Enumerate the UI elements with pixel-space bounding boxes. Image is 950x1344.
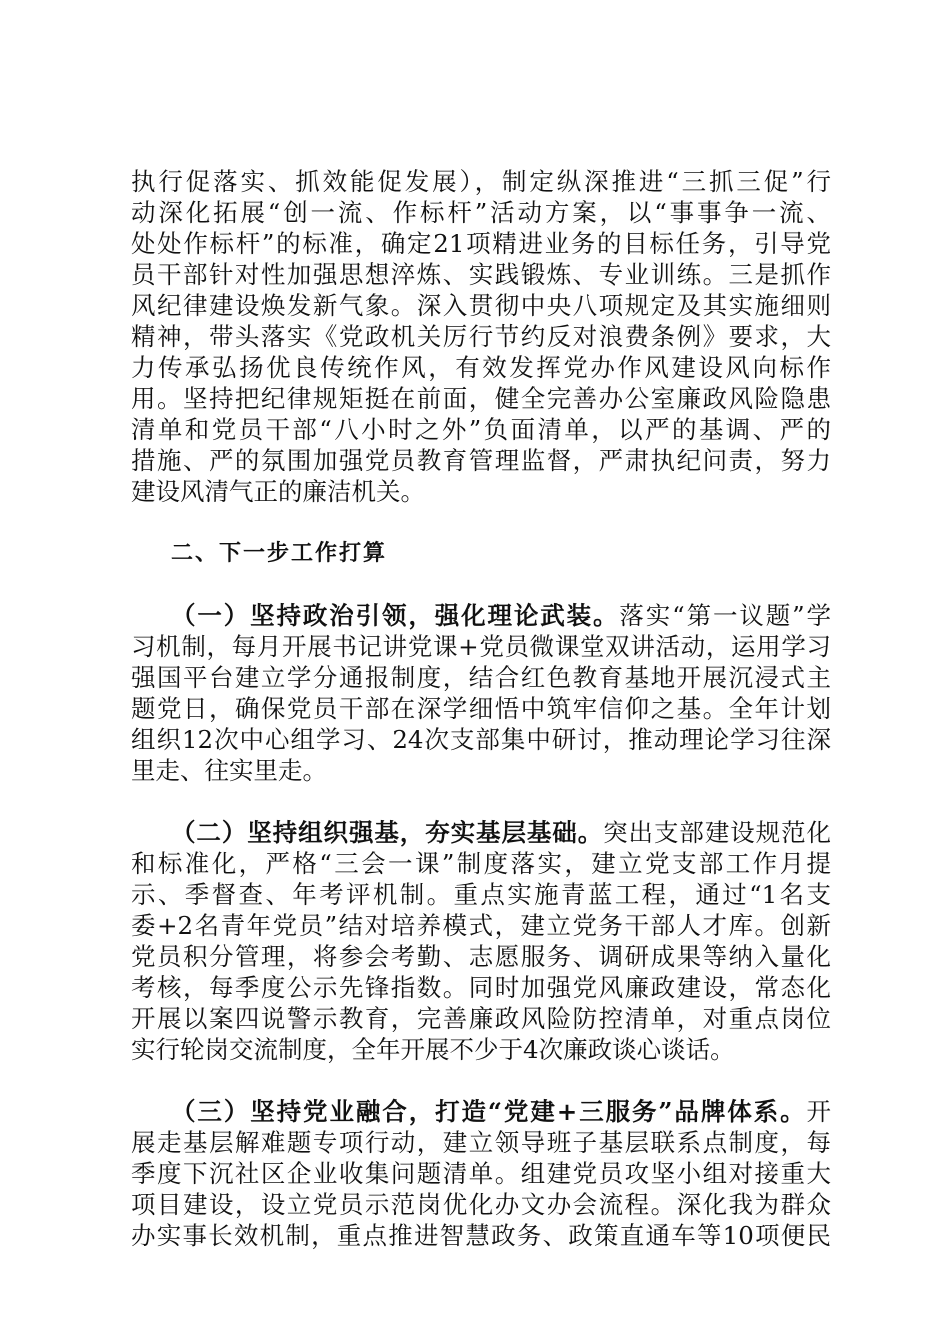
paragraph-line: 开展以案四说警示教育，完善廉政风险防控清单，对重点岗位 [131,1004,831,1033]
paragraph-line: 处处作标杆”的标准，确定21项精进业务的目标任务，引导党 [131,229,831,258]
document-body [131,166,831,1251]
item-3-first-line [131,1096,831,1127]
paragraph-spacer [131,569,831,600]
paragraph-line: 建设风清气正的廉洁机关。 [131,477,425,506]
paragraph-line: 精神，带头落实《党政机关厉行节约反对浪费条例》要求，大 [131,322,831,351]
paragraph-line: 动深化拓展“创一流、作标杆”活动方案，以“事事争一流、 [131,198,831,227]
paragraph-line: 用。坚持把纪律规矩挺在前面，健全完善办公室廉政风险隐患 [131,384,831,413]
paragraph-line: 执行促落实、抓效能促发展），制定纵深推进“三抓三促”行 [131,167,831,196]
paragraph-line: 里走、往实里走。 [131,756,327,785]
intro-paragraph [131,166,831,507]
paragraph-line: 办实事长效机制，重点推进智慧政务、政策直通车等10项便民 [131,1221,831,1250]
paragraph-line: 措施、严的氛围加强党员教育管理监督，严肃执纪问责，努力 [131,446,831,475]
item-3-paragraph [131,1096,831,1251]
paragraph-line: 组织12次中心组学习、24次支部集中研讨，推动理论学习往深 [131,725,831,754]
section-heading: 二、下一步工作打算 [171,541,388,566]
item-1-paragraph [131,600,831,786]
paragraph-spacer [131,507,831,538]
paragraph-line: 委+2名青年党员”结对培养模式，建立党务干部人才库。创新 [131,911,831,940]
paragraph-line: 党员积分管理，将参会考勤、志愿服务、调研成果等纳入量化 [131,942,831,971]
paragraph-line: 强国平台建立学分通报制度，结合红色教育基地开展沉浸式主 [131,663,831,692]
item-3-lead: 开 [806,1097,831,1126]
paragraph-line: 习机制，每月开展书记讲党课+党员微课堂双讲活动，运用学习 [131,632,831,661]
paragraph-line: 风纪律建设焕发新气象。深入贯彻中央八项规定及其实施细则 [131,291,831,320]
paragraph-line: 示、季督查、年考评机制。重点实施青蓝工程，通过“1名支 [131,880,831,909]
paragraph-line: 员干部针对性加强思想淬炼、实践锻炼、专业训练。三是抓作 [131,260,831,289]
item-1-lead: 落实“第一议题”学 [619,601,831,630]
paragraph-line: 项目建设，设立党员示范岗优化办文办会流程。深化我为群众 [131,1190,831,1219]
paragraph-spacer [131,1065,831,1096]
paragraph-line: 季度下沉社区企业收集问题清单。组建党员攻坚小组对接重大 [131,1159,831,1188]
paragraph-line: 清单和党员干部“八小时之外”负面清单，以严的基调、严的 [131,415,831,444]
item-3-title: （三）坚持党业融合，打造“党建+三服务”品牌体系。 [171,1097,807,1126]
item-1-first-line [131,600,831,631]
item-1-title: （一）坚持政治引领，强化理论武装。 [171,601,620,630]
paragraph-line: 题党日，确保党员干部在深学细悟中筑牢信仰之基。全年计划 [131,694,831,723]
item-2-paragraph [131,817,831,1065]
paragraph-spacer [131,786,831,817]
paragraph-line: 力传承弘扬优良传统作风，有效发挥党办作风建设风向标作 [131,353,831,382]
item-2-title: （二）坚持组织强基，夯实基层基础。 [171,818,604,847]
item-2-first-line [131,817,831,848]
paragraph-line: 考核，每季度公示先锋指数。同时加强党风廉政建设，常态化 [131,973,831,1002]
paragraph-line: 实行轮岗交流制度，全年开展不少于4次廉政谈心谈话。 [131,1035,735,1064]
paragraph-line: 展走基层解难题专项行动，建立领导班子基层联系点制度，每 [131,1128,831,1157]
item-2-lead: 突出支部建设规范化 [603,818,831,847]
paragraph-line: 和标准化，严格“三会一课”制度落实，建立党支部工作月提 [131,849,831,878]
